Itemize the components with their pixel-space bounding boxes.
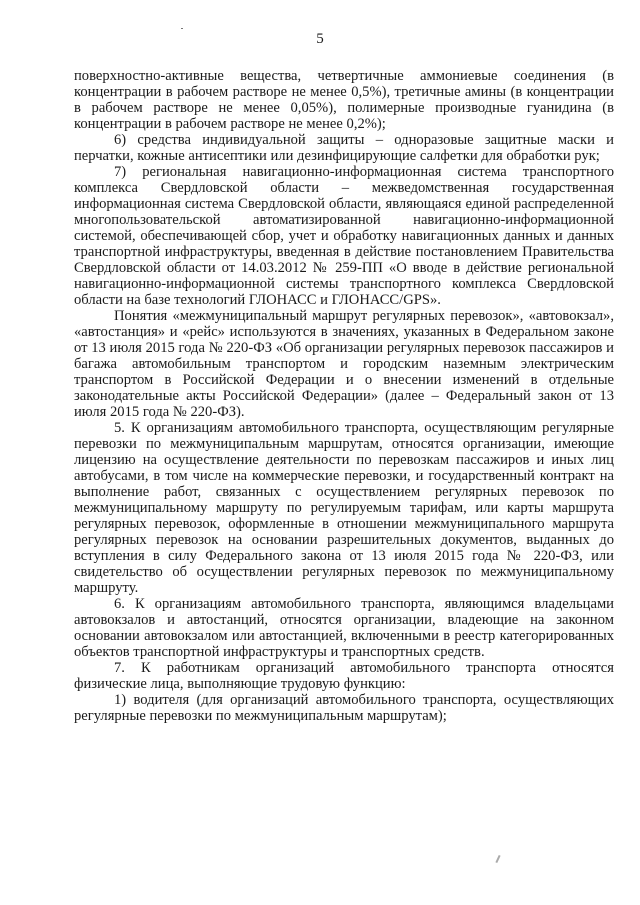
paragraph-section-6: 6. К организациям автомобильного транспорта, являющимся владельцами автовокзалов и автостанций, относятся организации, владеющие на законном основании автовокзалом или автостанцией, включенными в реестр категорированных объектов транспортной инфраструктуры и транспортных средств.: [74, 596, 614, 660]
paragraph-section-7-item-1: 1) водителя (для организаций автомобильного транспорта, осуществляющих регулярные перевозки по межмуниципальным маршрутам);: [74, 692, 614, 724]
paragraph-section-5: 5. К организациям автомобильного транспорта, осуществляющим регулярные перевозки по межмуниципальным маршрутам, относятся организации, имеющие лицензию на осуществление деятельности по перевозкам пассажиров и иных лиц автобусами, в том числе на коммерческие перевозки, и государственный контракт на выполнение работ, связанных с осуществлением регулярных перевозок по межмуниципальному маршруту по регулируемым тарифам, или карты маршрута регулярных перевозок, оформленные в отношении межмуниципального маршрута регулярных перевозок на основании разрешительных документов, выданных до вступления в силу Федерального закона от 13 июля 2015 года № 220-ФЗ, или свидетельство об осуществлении регулярных перевозок по межмуниципальному маршруту.: [74, 420, 614, 596]
paragraph-definitions: Понятия «межмуниципальный маршрут регулярных перевозок», «автовокзал», «автостанция» и «рейс» используются в значениях, указанных в Федеральном законе от 13 июля 2015 года № 220-ФЗ «Об организации регулярных перевозок пассажиров и багажа автомобильным транспортом и городским наземным электрическим транспортом в Российской Федерации и о внесении изменений в отдельные законодательные акты Российской Федерации» (далее – Федеральный закон от 13 июля 2015 года № 220-ФЗ).: [74, 308, 614, 420]
paragraph-section-7: 7. К работникам организаций автомобильного транспорта относятся физические лица, выполняющие трудовую функцию:: [74, 660, 614, 692]
scan-mark: [495, 855, 500, 863]
paragraph-disinfectants-continued: поверхностно-активные вещества, четвертичные аммониевые соединения (в концентрации в рабочем растворе не менее 0,5%), третичные амины (в концентрации в рабочем растворе не менее 0,05%), полимерные производные гуанидина (в концентрации в рабочем растворе не менее 0,2%);: [74, 68, 614, 132]
paragraph-item-7-navigation-system: 7) региональная навигационно-информационная система транспортного комплекса Свердловской области – межведомственная государственная информационная система Свердловской области, являющаяся единой распределенной многопользовательской автоматизированной навигационно-информационной системой, обеспечивающей сбор, учет и обработку навигационных данных и данных транспортной инфраструктуры, введенная в действие постановлением Правительства Свердловской области от 14.03.2012 № 259-ПП «О вводе в действие региональной навигационно-информационной системы транспортного комплекса Свердловской области на базе технологий ГЛОНАСС и ГЛОНАСС/GPS».: [74, 164, 614, 308]
scan-speck: [181, 28, 183, 29]
page-number: 5: [316, 31, 324, 47]
document-body: [74, 68, 614, 724]
paragraph-item-6-ppe: 6) средства индивидуальной защиты – одноразовые защитные маски и перчатки, кожные антисептики или дезинфицирующие салфетки для обработки рук;: [74, 132, 614, 164]
